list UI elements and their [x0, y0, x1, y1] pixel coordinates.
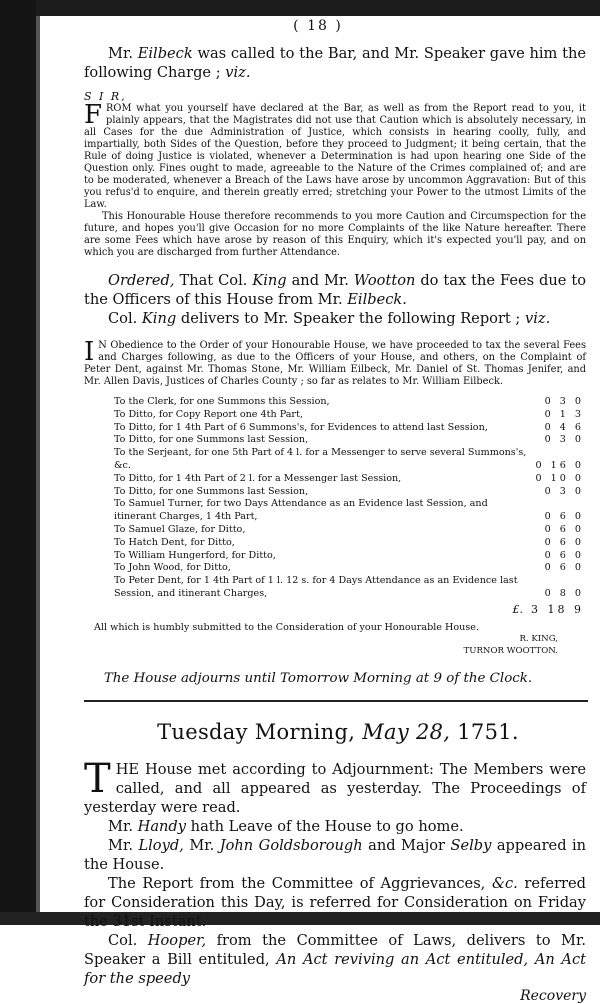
ordered-paragraph [84, 271, 586, 309]
king-delivers-paragraph [84, 309, 586, 328]
fee-amount: 0 10 0 [535, 472, 584, 484]
fee-amount: 0 3 0 [544, 485, 584, 497]
heading-date: May 28, [362, 719, 451, 744]
fee-row [114, 562, 584, 575]
total-amount: 3 18 9 [531, 602, 584, 616]
fee-description: To Ditto, for one Summons last Session, [114, 434, 309, 446]
fee-description: To Hatch Dent, for Ditto, [114, 536, 235, 548]
adjourn-notice: The House adjourns until Tomorrow Morning at 9 of the Clock. [103, 670, 533, 686]
fee-description: To Ditto, for 1 4th Part of 2 l. for a Messenger last Session, [114, 472, 402, 484]
signer: TURNOR WOOTTON. [463, 645, 558, 656]
scan-border-top [0, 0, 600, 16]
closing-statement: All which is humbly submitted to the Consideration of your Honourable House. [94, 621, 479, 633]
ordered-name: Wootton [353, 272, 416, 289]
fee-description: To Ditto, for Copy Report one 4th Part, [114, 408, 303, 420]
fee-description: To Samuel Turner, for two Days Attendance as an Evidence last Session, and itinerant Charges, 1 4th Part, [114, 498, 488, 523]
fee-row [114, 409, 584, 422]
fee-description: To William Hungerford, for Ditto, [114, 549, 276, 561]
charge-salutation: S I R, [84, 90, 127, 103]
charge-text [84, 100, 586, 259]
lloyd-text: Mr. [108, 836, 133, 854]
hooper-text: Col. [108, 931, 138, 949]
session-drop-cap: T [84, 755, 111, 802]
total-sign: £. [512, 602, 523, 616]
section-divider [84, 700, 588, 702]
fee-amount: 0 1 3 [544, 408, 584, 420]
fee-description: To John Wood, for Ditto, [114, 562, 231, 574]
fee-amount: 0 3 0 [544, 434, 584, 446]
hooper-paragraph [84, 931, 586, 988]
session-opening [84, 755, 586, 817]
report-intro [84, 337, 586, 388]
king-name: King [141, 310, 177, 327]
fee-row [114, 550, 584, 563]
ordered-text: and Mr. [291, 272, 349, 289]
ordered-name: Eilbeck. [347, 291, 407, 308]
fee-row [114, 537, 584, 550]
session-opening-text: HE House met according to Adjournment: The Members were called, and all appeared as yesterday. The Proceedings of yesterday were read. [84, 760, 586, 816]
lloyd-name: Selby [450, 836, 492, 854]
fee-row [114, 524, 584, 537]
charge-paragraph-1: ROM what you yourself have declared at the Bar, as well as from the Report read to you, it plainly appears, that the Magistrates did not use that Caution which is absolutely necessary, in all Cases for the due Administration of Justice, which consists in hearing coolly, fully, and impartially, both Sides of the Question, before they proceed to Judgment; it being certain, that the Rule of doing Justice is violated, whenever a Determination is had upon hearing one Side of the Question only. Fines ought to made, agreeable to the Nature of the Crimes complained of; and are to be moderated, whenever a Breach of the Laws have arose by uncommon Aggravation: But of this you refus'd to enquire, and therein greatly erred; stretching your Power to the utmost Limits of the Law. [84, 103, 586, 210]
fee-total [44, 603, 584, 616]
intro-viz: viz. [225, 64, 251, 81]
ordered-lead: Ordered, [108, 272, 175, 289]
heading-year: 1751. [457, 719, 519, 744]
king-viz: viz. [525, 310, 551, 327]
fee-row [114, 486, 584, 499]
scan-border-left [0, 0, 36, 925]
heading-day: Tuesday Morning, [157, 719, 356, 744]
fee-row [114, 575, 584, 601]
ordered-text: That Col. [179, 272, 248, 289]
signer: R. KING, [519, 633, 558, 644]
signers [44, 633, 558, 657]
fee-row [114, 498, 584, 524]
fee-description: To Peter Dent, for 1 4th Part of 1 l. 12 s. for 4 Days Attendance as an Evidence last Session, and itinerant Charges, [114, 575, 518, 599]
fee-row [114, 422, 584, 435]
grievances-paragraph [84, 874, 586, 931]
catchword: Recovery [520, 987, 586, 1004]
fee-table [114, 396, 584, 601]
fee-description: To Ditto, for 1 4th Part of 6 Summons's, for Evidences to attend last Session, [114, 421, 488, 433]
ordered-name: King [252, 272, 287, 289]
fee-amount: 0 6 0 [544, 536, 584, 548]
intro-name: Eilbeck [137, 45, 193, 62]
fee-amount: 0 8 0 [544, 587, 584, 599]
lloyd-text: and Major [368, 836, 445, 854]
fee-amount: 0 6 0 [544, 511, 584, 523]
lloyd-name: John Goldsborough [219, 836, 363, 854]
grievances-text: referred for Consideration this Day, is referred for Consideration on Friday the 31st Instant. [84, 874, 587, 930]
fee-amount: 0 6 0 [544, 562, 584, 574]
report-drop-cap: I [84, 337, 95, 367]
fee-amount: 0 6 0 [544, 523, 584, 535]
handy-paragraph [84, 817, 586, 836]
fee-description: To the Clerk, for one Summons this Session, [114, 396, 330, 407]
document-page [44, 18, 592, 1004]
charge-drop-cap: F [84, 100, 103, 130]
fee-row [114, 434, 584, 447]
charge-paragraph-2: This Honourable House therefore recommends to you more Caution and Circumspection for the future, and hopes you'll give Occasion for no more Complaints of the like Nature hereafter. There are some Fees which have arose by reason of this Enquiry, which it's expected you'll pay, and on which you are discharged from further Attendance. [84, 211, 586, 258]
fee-amount: 0 6 0 [544, 549, 584, 561]
king-text: Col. [108, 310, 138, 327]
intro-paragraph [84, 44, 586, 82]
hooper-name: Hooper, [147, 931, 207, 949]
intro-text: was called to the Bar, and Mr. Speaker gave him the following Charge ; [84, 45, 586, 81]
lloyd-paragraph [84, 836, 586, 874]
fee-amount: 0 3 0 [544, 396, 584, 407]
fee-description: To the Serjeant, for one 5th Part of 4 l. for a Messenger to serve several Summons's, &c. [114, 447, 527, 471]
fee-amount: 0 16 0 [535, 459, 584, 471]
report-text: N Obedience to the Order of your Honourable House, we have proceeded to tax the several Fees and Charges following, as due to the Officers of your House, and others, on the Complaint of Peter Dent, against Mr. Thomas Stone, Mr. William Eilbeck, Mr. Daniel of St. Thomas Jenifer, and Mr. Allen Davis, Justices of Charles County ; so far as relates to Mr. William Eilbeck. [84, 340, 586, 387]
lloyd-text: appeared in the House. [84, 836, 587, 873]
hooper-text: from the Committee of Laws, delivers to Mr. Speaker a Bill entituled, [84, 931, 586, 968]
fee-description: To Ditto, for one Summons last Session, [114, 485, 309, 497]
ordered-text: do tax the Fees due to the Officers of this House from Mr. [84, 272, 587, 308]
lloyd-name: Lloyd, [138, 836, 184, 854]
fee-row [114, 447, 584, 473]
king-text: delivers to Mr. Speaker the following Report ; [180, 310, 521, 327]
fee-row [114, 473, 584, 486]
handy-text: hath Leave of the House to go home. [190, 817, 464, 835]
hooper-bill-title: An Act reviving an Act entituled, An Act for the speedy [84, 950, 586, 987]
grievances-text: The Report from the Committee of Aggrievances, [108, 874, 486, 892]
intro-prefix: Mr. [108, 45, 133, 62]
page-number: ( 18 ) [293, 18, 343, 34]
lloyd-text: Mr. [189, 836, 215, 854]
date-heading [84, 720, 592, 744]
handy-name: Handy [137, 817, 187, 835]
fee-description: To Samuel Glaze, for Ditto, [114, 523, 246, 535]
fee-amount: 0 4 6 [544, 421, 584, 433]
grievances-etc: &c. [491, 874, 518, 892]
scan-page-edge [36, 16, 40, 925]
fee-row [114, 396, 584, 409]
handy-text: Mr. [108, 817, 133, 835]
